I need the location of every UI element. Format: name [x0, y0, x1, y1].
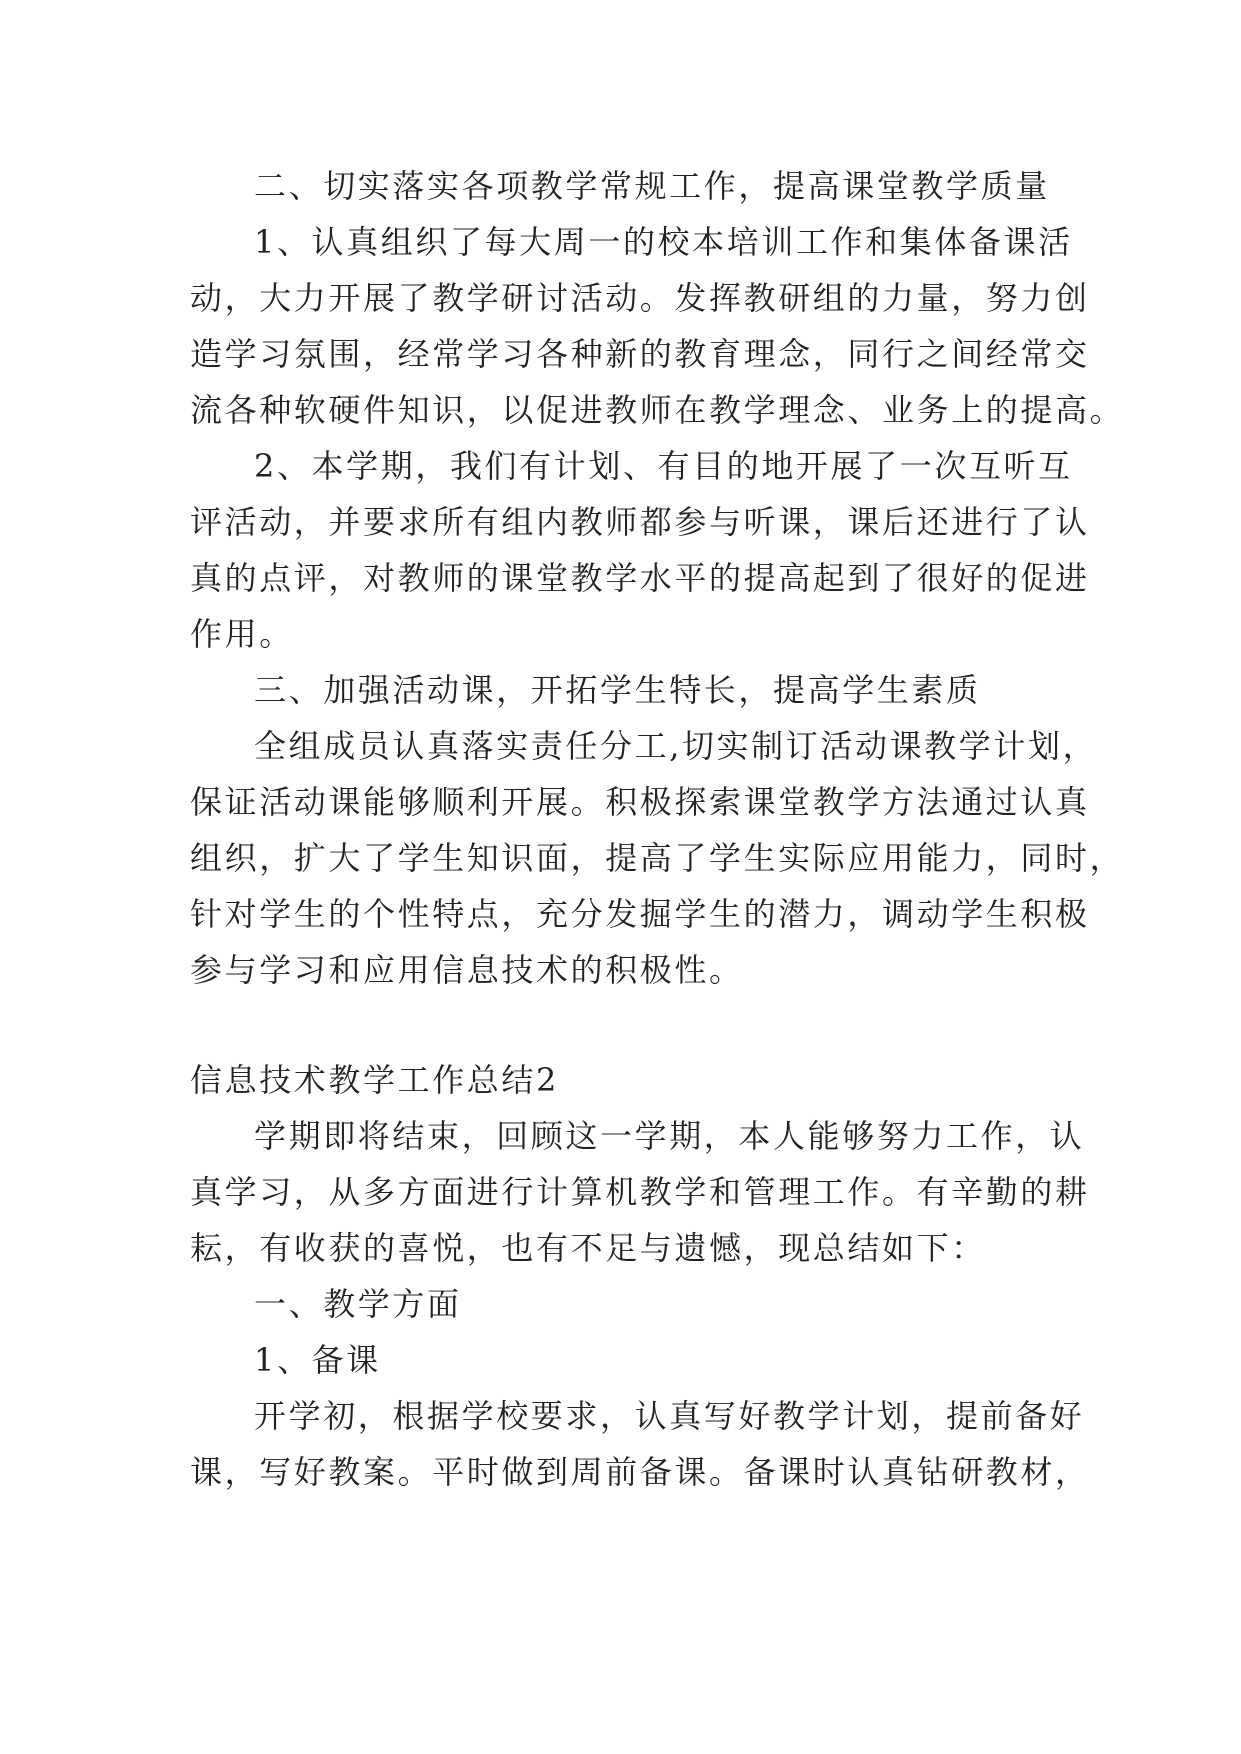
- paragraph-line: 2、本学期，我们有计划、有目的地开展了一次互听互: [254, 447, 1073, 485]
- paragraph-line: 流各种软硬件知识，以促进教师在教学理念、业务上的提高。: [190, 391, 1125, 429]
- paragraph-line: 开学初，根据学校要求，认真写好教学计划，提前备好: [254, 1397, 1085, 1435]
- paragraph-line: 全组成员认真落实责任分工,切实制订活动课教学计划，: [254, 727, 1098, 765]
- paragraph-line: 课，写好教案。平时做到周前备课。备课时认真钻研教材，: [190, 1453, 1090, 1491]
- paragraph-line: 作用。: [190, 615, 294, 653]
- paragraph-line: 组织，扩大了学生知识面，提高了学生实际应用能力，同时，: [190, 839, 1125, 877]
- paragraph-line: 学期即将结束，回顾这一学期，本人能够努力工作，认: [254, 1117, 1085, 1155]
- paragraph-line: 保证活动课能够顺利开展。积极探索课堂教学方法通过认真: [190, 783, 1090, 821]
- paragraph-line: 造学习氛围，经常学习各种新的教育理念，同行之间经常交: [190, 335, 1090, 373]
- paragraph-line: 真的点评，对教师的课堂教学水平的提高起到了很好的促进: [190, 559, 1090, 597]
- paragraph-line: 耘，有收获的喜悦，也有不足与遗憾，现总结如下：: [190, 1229, 986, 1267]
- section-heading-3: 三、加强活动课，开拓学生特长，提高学生素质: [254, 671, 981, 709]
- paragraph-line: 参与学习和应用信息技术的积极性。: [190, 951, 744, 989]
- section-heading-2: 二、切实落实各项教学常规工作，提高课堂教学质量: [254, 167, 1050, 205]
- paragraph-line: 动，大力开展了教学研讨活动。发挥教研组的力量，努力创: [190, 279, 1090, 317]
- paragraph-line: 评活动，并要求所有组内教师都参与听课，课后还进行了认: [190, 503, 1090, 541]
- paragraph-line: 真学习，从多方面进行计算机教学和管理工作。有辛勤的耕: [190, 1173, 1090, 1211]
- paragraph-line: 1、认真组织了每大周一的校本培训工作和集体备课活: [254, 223, 1073, 261]
- document-title: 信息技术教学工作总结2: [190, 1061, 559, 1099]
- paragraph-line: 针对学生的个性特点，充分发掘学生的潜力，调动学生积极: [190, 895, 1090, 933]
- section-heading-1: 一、教学方面: [254, 1285, 462, 1323]
- subsection-heading: 1、备课: [254, 1341, 381, 1379]
